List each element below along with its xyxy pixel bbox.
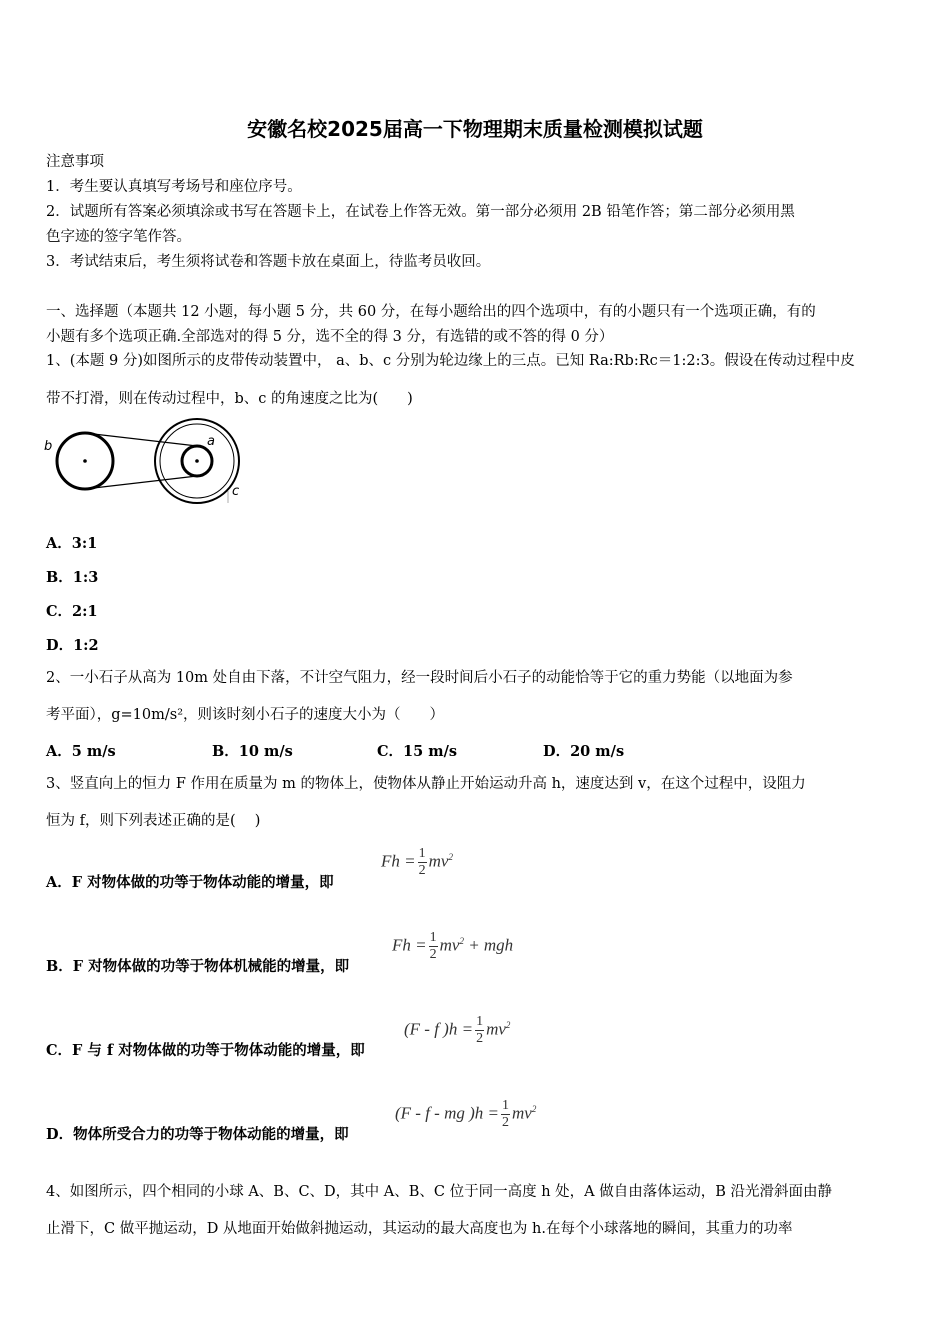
q3-formula-c: (F - f )h = $\frac{1}{2}$ $mv^2$ bbox=[404, 1014, 511, 1046]
notice-item-2: 2．试题所有答案必须填涂或书写在答题卡上，在试卷上作答无效。第一部分必须用 2B 铅笔作答；第二部分必须用黑 bbox=[46, 204, 795, 220]
q2-option-b: B．10 m/s bbox=[212, 743, 293, 760]
label-a: a bbox=[207, 434, 215, 449]
q2-stem: 2、一小石子从高为 10m 处自由下落，不计空气阻力，经一段时间后小石子的动能恰等于它的重力势能（以地面为参 bbox=[46, 670, 793, 686]
q1-stem-cont: 带不打滑，则在传动过程中，b、c 的角速度之比为( ) bbox=[46, 391, 413, 407]
q3-stem-cont: 恒为 f，则下列表述正确的是( ) bbox=[46, 813, 261, 829]
q1-option-a: A．3:1 bbox=[46, 535, 98, 552]
q3-option-b: B．F 对物体做的功等于物体机械能的增量，即 bbox=[46, 958, 350, 975]
page-title: 安徽名校2025届高一下物理期末质量检测模拟试题 bbox=[247, 117, 703, 141]
q4-stem: 4、如图所示，四个相同的小球 A、B、C、D，其中 A、B、C 位于同一高度 h 处，A 做自由落体运动，B 沿光滑斜面由静 bbox=[46, 1184, 833, 1200]
q1-option-d: D．1:2 bbox=[46, 637, 99, 654]
belt-pulley-figure bbox=[40, 415, 250, 510]
q1-stem: 1、(本题 9 分)如图所示的皮带传动装置中， a、b、c 分别为轮边缘上的三点。已知 Ra:Rb:Rc＝1:2:3。假设在传动过程中皮 bbox=[46, 353, 855, 369]
notice-item-2-cont: 色字迹的签字笔作答。 bbox=[46, 229, 191, 245]
label-b: b bbox=[44, 439, 53, 454]
notice-heading: 注意事项 bbox=[46, 154, 104, 170]
q3-formula-a: Fh = $\frac{1}{2}$ $mv^2$ bbox=[381, 846, 453, 878]
q3-formula-d: (F - f - mg )h = $\frac{1}{2}$ $mv^2$ bbox=[395, 1098, 537, 1130]
notice-item-1: 1．考生要认真填写考场号和座位序号。 bbox=[46, 179, 302, 195]
q3-stem: 3、竖直向上的恒力 F 作用在质量为 m 的物体上，使物体从静止开始运动升高 h，速度达到 v，在这个过程中，设阻力 bbox=[46, 776, 806, 792]
q3-option-d: D．物体所受合力的功等于物体动能的增量，即 bbox=[46, 1126, 349, 1143]
q2-option-d: D．20 m/s bbox=[543, 743, 625, 760]
q2-stem-cont: 考平面），g=10m/s²，则该时刻小石子的速度大小为（ ） bbox=[46, 707, 445, 723]
q3-option-c: C．F 与 f 对物体做的功等于物体动能的增量，即 bbox=[46, 1042, 365, 1059]
q2-option-c: C．15 m/s bbox=[377, 743, 458, 760]
q3-option-a: A．F 对物体做的功等于物体动能的增量，即 bbox=[46, 874, 334, 891]
section-1-intro: 一、选择题（本题共 12 小题，每小题 5 分，共 60 分，在每小题给出的四个选项中，有的小题只有一个选项正确，有的 bbox=[46, 304, 816, 320]
section-1-intro-cont: 小题有多个选项正确.全部选对的得 5 分，选不全的得 3 分，有选错的或不答的得 0 分） bbox=[46, 329, 614, 345]
q1-option-b: B．1:3 bbox=[46, 569, 99, 586]
q3-formula-b: Fh = $\frac{1}{2}$ $mv^2$ + mgh bbox=[392, 930, 514, 962]
label-c: c bbox=[232, 484, 240, 499]
q4-stem-cont: 止滑下，C 做平抛运动，D 从地面开始做斜抛运动，其运动的最大高度也为 h.在每个小球落地的瞬间，其重力的功率 bbox=[46, 1221, 793, 1237]
notice-item-3: 3．考试结束后，考生须将试卷和答题卡放在桌面上，待监考员收回。 bbox=[46, 254, 491, 270]
q1-option-c: C．2:1 bbox=[46, 603, 98, 620]
q2-option-a: A．5 m/s bbox=[46, 743, 116, 760]
